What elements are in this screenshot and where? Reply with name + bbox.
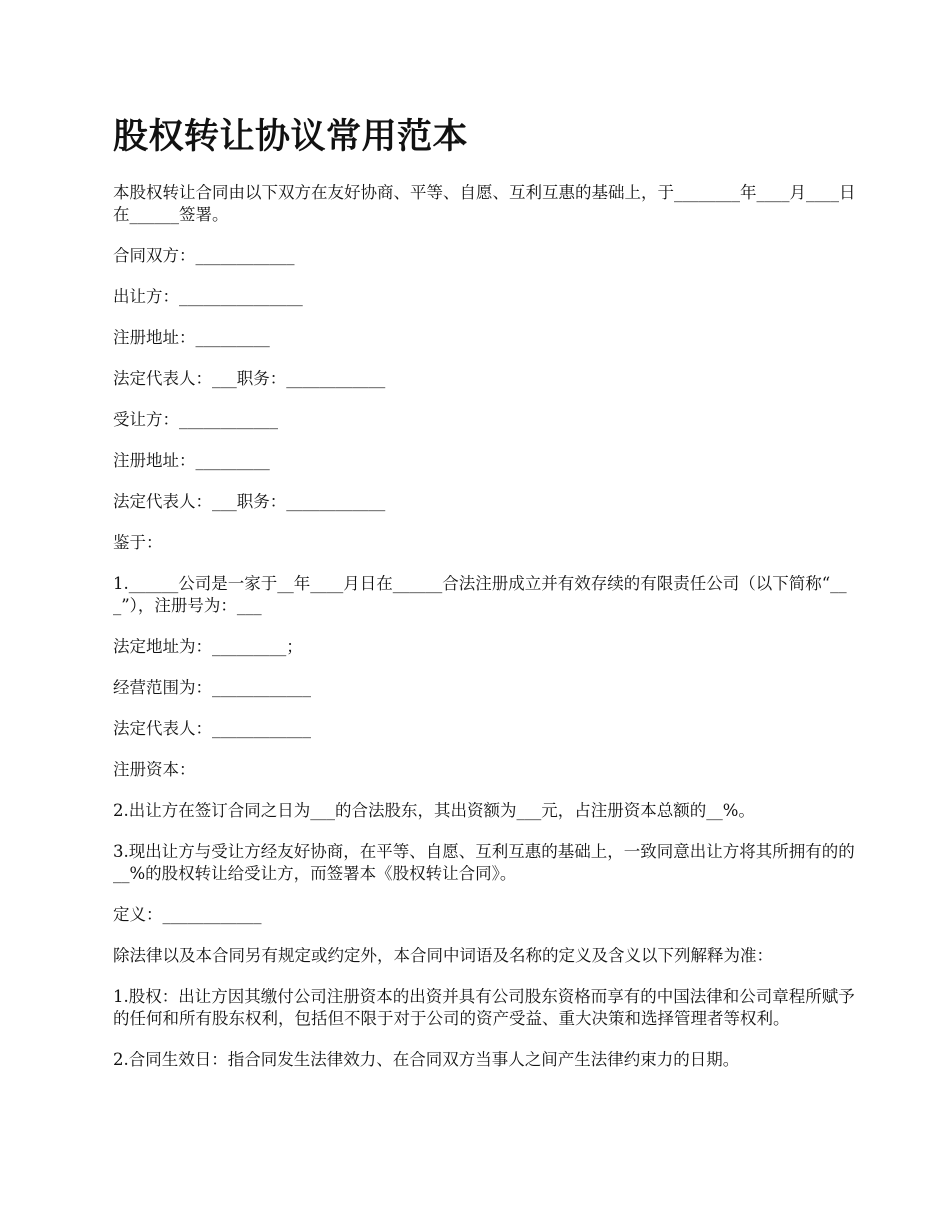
transferee-representative-line: 法定代表人：___职务：____________ xyxy=(113,492,386,511)
whereas-clause-2: 2.出让方在签订合同之日为___的合法股东，其出资额为___元，占注册资本总额的__%。 xyxy=(113,801,755,820)
company-representative-line: 法定代表人：____________ xyxy=(113,719,311,738)
transferor-address-line: 注册地址：_________ xyxy=(113,328,270,347)
transferor-representative-line: 法定代表人：___职务：____________ xyxy=(113,369,386,388)
document-page xyxy=(113,112,858,1090)
definitions-intro: 除法律以及本合同另有规定或约定外，本合同中词语及名称的定义及含义以下列解释为准： xyxy=(113,946,773,965)
definition-equity: 1.股权：出让方因其缴付公司注册资本的出资并具有公司股东资格而享有的中国法律和公司章程所赋予的任何和所有股东权利，包括但不限于对于公司的资产受益、重大决策和选择管理者等权利。 xyxy=(113,987,855,1028)
whereas-clause-1: 1.______公司是一家于__年____月日在______合法注册成立并有效存续的有限责任公司（以下简称“___”），注册号为：___ xyxy=(113,574,847,615)
intro-paragraph: 本股权转让合同由以下双方在友好协商、平等、自愿、互利互惠的基础上，于________年____月____日在______签署。 xyxy=(113,183,856,224)
definition-effective-date: 2.合同生效日：指合同发生法律效力、在合同双方当事人之间产生法律约束力的日期。 xyxy=(113,1050,740,1069)
parties-line: 合同双方：____________ xyxy=(113,246,295,265)
whereas-heading: 鉴于： xyxy=(113,533,163,552)
legal-address-line: 法定地址为：_________； xyxy=(113,637,303,656)
business-scope-line: 经营范围为：____________ xyxy=(113,678,311,697)
transferee-address-line: 注册地址：_________ xyxy=(113,451,270,470)
transferee-line: 受让方：____________ xyxy=(113,410,278,429)
transferor-line: 出让方：_______________ xyxy=(113,287,303,306)
document-title: 股权转让协议常用范本 xyxy=(113,116,469,157)
definitions-heading: 定义：____________ xyxy=(113,905,262,924)
registered-capital-line: 注册资本： xyxy=(113,760,196,779)
whereas-clause-3: 3.现出让方与受让方经友好协商，在平等、自愿、互利互惠的基础上，一致同意出让方将其所拥有的的__%的股权转让给受让方，而签署本《股权转让合同》。 xyxy=(113,842,855,883)
